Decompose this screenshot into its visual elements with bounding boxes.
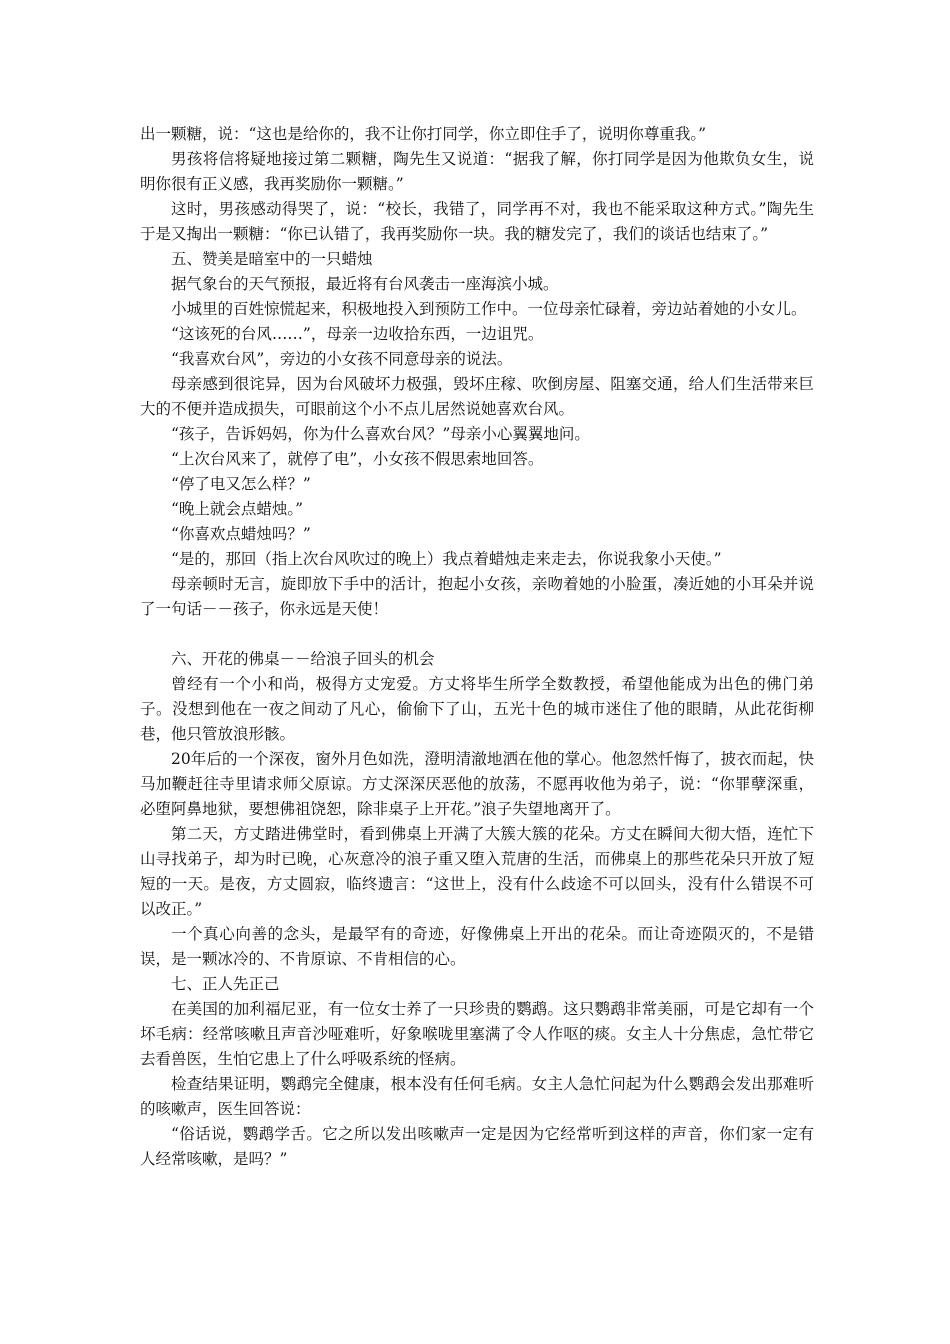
paragraph: “停了电又怎么样？” [171, 475, 311, 493]
section-heading-7: 七、正人先正己 [171, 975, 280, 993]
blank-line [140, 622, 814, 647]
paragraph: “晚上就会点蜡烛。” [171, 500, 304, 518]
paragraph: 据气象台的天气预报，最近将有台风袭击一座海滨小城。 [171, 275, 559, 293]
section-heading-5: 五、赞美是暗室中的一只蜡烛 [171, 250, 373, 268]
paragraph: 在美国的加利福尼亚，有一位女士养了一只珍贵的鹦鹉。这只鹦鹉非常美丽，可是它却有一个坏毛病：经常咳嗽且声音沙哑难听，好象喉咙里塞满了令人作呕的痰。女主人十分焦虑，急忙带它去看兽医，生怕它患上了什么呼吸系统的怪病。 [140, 1000, 814, 1068]
paragraph: 母亲感到很诧异，因为台风破坏力极强，毁坏庄稼、吹倒房屋、阻塞交通，给人们生活带来巨大的不便并造成损失，可眼前这个小不点儿居然说她喜欢台风。 [140, 375, 814, 418]
paragraph: 出一颗糖，说：“这也是给你的，我不让你打同学，你立即住手了，说明你尊重我。” [140, 125, 707, 143]
document-body [140, 122, 814, 1172]
paragraph: 曾经有一个小和尚，极得方丈宠爱。方丈将毕生所学全数教授，希望他能成为出色的佛门弟子。没想到他在一夜之间动了凡心，偷偷下了山，五光十色的城市迷住了他的眼睛，从此花街柳巷，他只管放浪形骸。 [140, 675, 814, 743]
paragraph: 第二天，方丈踏进佛堂时，看到佛桌上开满了大簇大簇的花朵。方丈在瞬间大彻大悟，连忙下山寻找弟子，却为时已晚，心灰意冷的浪子重又堕入荒唐的生活，而佛桌上的那些花朵只开放了短短的一天。是夜，方丈圆寂，临终遗言：“这世上，没有什么歧途不可以回头，没有什么错误不可以改正。” [140, 825, 814, 918]
paragraph: 一个真心向善的念头，是最罕有的奇迹，好像佛桌上开出的花朵。而让奇迹陨灭的，不是错误，是一颗冰冷的、不肯原谅、不肯相信的心。 [140, 925, 814, 968]
paragraph: “这该死的台风……”，母亲一边收拾东西，一边诅咒。 [171, 325, 544, 343]
paragraph: 母亲顿时无言，旋即放下手中的活计，抱起小女孩，亲吻着她的小脸蛋，凑近她的小耳朵并说了一句话－－孩子，你永远是天使！ [140, 575, 814, 618]
paragraph: 检查结果证明，鹦鹉完全健康，根本没有任何毛病。女主人急忙问起为什么鹦鹉会发出那难听的咳嗽声，医生回答说： [140, 1075, 814, 1118]
paragraph: “俗话说，鹦鹉学舌。它之所以发出咳嗽声一定是因为它经常听到这样的声音，你们家一定有人经常咳嗽，是吗？” [140, 1125, 814, 1168]
paragraph: 这时，男孩感动得哭了，说：“校长，我错了，同学再不对，我也不能采取这种方式。”陶先生于是又掏出一颗糖：“你已认错了，我再奖励你一块。我的糖发完了，我们的谈话也结束了。” [140, 200, 814, 243]
paragraph: “是的，那回（指上次台风吹过的晚上）我点着蜡烛走来走去，你说我象小天使。” [171, 550, 722, 568]
section-heading-6: 六、开花的佛桌－－给浪子回头的机会 [171, 650, 435, 668]
paragraph: 小城里的百姓惊慌起来，积极地投入到预防工作中。一位母亲忙碌着，旁边站着她的小女儿。 [171, 300, 807, 318]
paragraph: “你喜欢点蜡烛吗？” [171, 525, 311, 543]
paragraph: “孩子，告诉妈妈，你为什么喜欢台风？”母亲小心翼翼地问。 [171, 425, 590, 443]
paragraph: “我喜欢台风”，旁边的小女孩不同意母亲的说法。 [171, 350, 513, 368]
paragraph: 20年后的一个深夜，窗外月色如洗，澄明清澈地洒在他的掌心。他忽然忏悔了，披衣而起，快马加鞭赶往寺里请求师父原谅。方丈深深厌恶他的放荡，不愿再收他为弟子，说：“你罪孽深重，必堕阿鼻地狱，要想佛祖饶恕，除非桌子上开花。”浪子失望地离开了。 [140, 750, 814, 818]
paragraph: 男孩将信将疑地接过第二颗糖，陶先生又说道：“据我了解，你打同学是因为他欺负女生，说明你很有正义感，我再奖励你一颗糖。” [140, 150, 814, 193]
paragraph: “上次台风来了，就停了电”，小女孩不假思索地回答。 [171, 450, 544, 468]
